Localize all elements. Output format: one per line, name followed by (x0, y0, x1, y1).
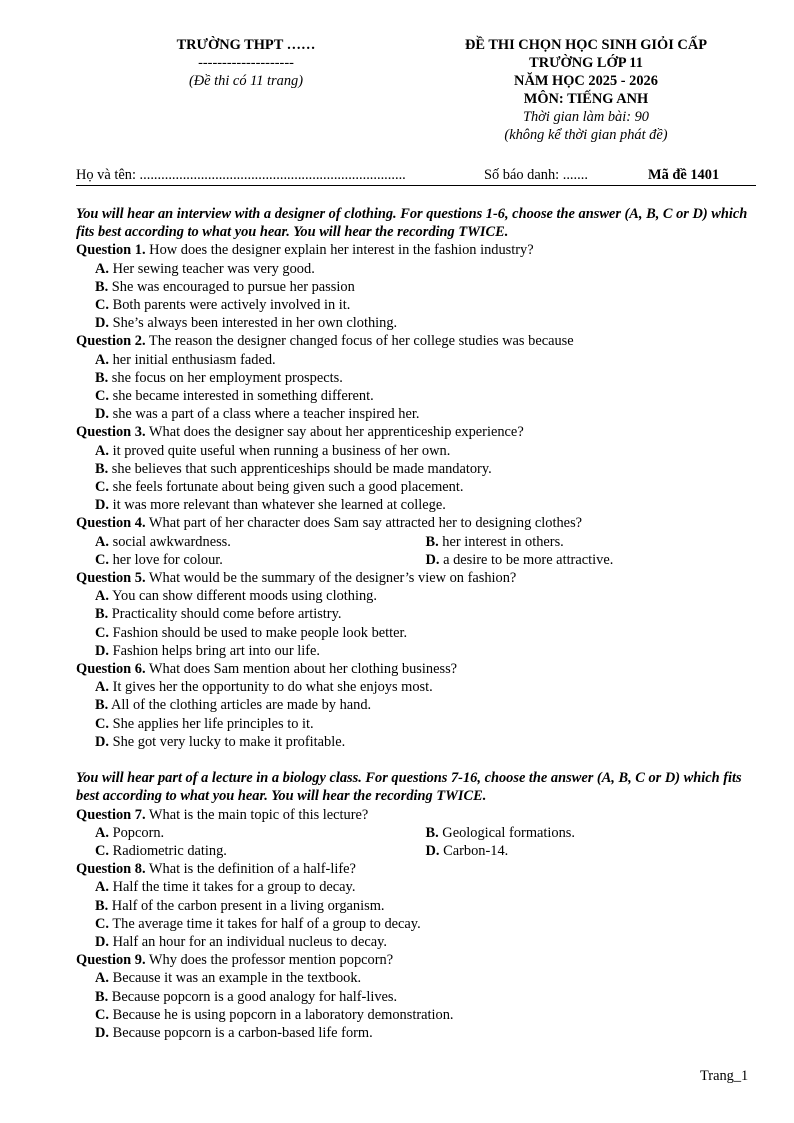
option-letter: B. (425, 533, 439, 550)
option-line (95, 988, 756, 1006)
option-line (95, 1024, 756, 1042)
question-label: Question 7. (76, 806, 146, 823)
option-letter: B. (95, 697, 109, 714)
option-text: Her sewing teacher was very good. (109, 260, 315, 277)
answer-option (95, 643, 320, 659)
question-7 (76, 806, 756, 824)
option-text: Radiometric dating. (109, 842, 227, 859)
option-line (95, 969, 756, 987)
question-6 (76, 660, 756, 678)
option-text: Fashion should be used to make people look better. (109, 624, 408, 641)
option-row (95, 551, 756, 569)
option-line (95, 478, 756, 496)
answer-option (95, 879, 355, 895)
question-text: What is the main topic of this lecture? (145, 806, 369, 823)
option-line (95, 933, 756, 951)
option-text: it proved quite useful when running a business of her own. (109, 442, 451, 459)
question-5 (76, 569, 756, 587)
answer-option (95, 261, 315, 277)
time-limit: Thời gian làm bài: 90 (522, 109, 649, 125)
option-line (95, 314, 756, 332)
answer-option (95, 497, 446, 513)
question-4 (76, 514, 756, 532)
subject: MÔN: TIẾNG ANH (523, 91, 649, 107)
option-letter: A. (95, 970, 109, 987)
option-letter: C. (95, 842, 109, 859)
option-text: You can show different moods using clothing. (109, 588, 377, 605)
question-text: The reason the designer changed focus of her college studies was because (145, 333, 574, 350)
option-text: She applies her life principles to it. (109, 715, 314, 732)
question-2 (76, 332, 756, 350)
option-text: she was a part of a class where a teacher inspired her. (109, 406, 420, 423)
option-text: She got very lucky to make it profitable. (109, 733, 346, 750)
exam-title-line-2: TRƯỜNG LỚP 11 (529, 55, 643, 71)
option-letter: B. (95, 460, 109, 477)
option-line (95, 587, 756, 605)
answer-option (95, 388, 374, 404)
section-2-questions (76, 806, 756, 1043)
option-text: Because it was an example in the textbook. (109, 970, 362, 987)
answer-option (95, 315, 397, 331)
section-1-instruction: You will hear an interview with a designer of clothing. For questions 1-6, choose the answer (A, B, C or D) which fits best according to what you hear. You will hear the recording TWICE. (76, 206, 748, 241)
answer-option (95, 352, 276, 368)
section-gap (76, 751, 756, 769)
question-8 (76, 860, 756, 878)
option-text: her initial enthusiasm faded. (109, 351, 276, 368)
answer-option (95, 370, 343, 386)
question-text: Why does the professor mention popcorn? (145, 952, 394, 969)
option-line (95, 915, 756, 933)
option-text: The average time it takes for half of a group to decay. (109, 915, 421, 932)
option-letter: C. (95, 551, 109, 568)
option-line (95, 696, 756, 714)
question-label: Question 4. (76, 515, 146, 532)
option-line (95, 460, 756, 478)
option-text: Half the time it takes for a group to decay. (109, 879, 356, 896)
pages-note: (Đề thi có 11 trang) (188, 73, 304, 89)
option-letter: B. (95, 606, 109, 623)
option-letter: B. (425, 824, 439, 841)
option-text: Geological formations. (438, 824, 575, 841)
answer-option (95, 970, 361, 986)
option-line (95, 678, 756, 696)
exam-header (76, 36, 756, 152)
option-text: Fashion helps bring art into our life. (109, 642, 321, 659)
question-9 (76, 951, 756, 969)
time-note: (không kể thời gian phát đề) (504, 127, 668, 143)
exam-title-line-1: ĐỀ THI CHỌN HỌC SINH GIỎI CẤP (464, 37, 707, 53)
option-letter: C. (95, 297, 109, 314)
answer-option (95, 679, 433, 695)
section-2-instruction: You will hear part of a lecture in a biology class. For questions 7-16, choose the answer (A, B, C or D) which fits best according to what you hear. You will hear the recording TWICE. (76, 770, 742, 805)
option-text: it was more relevant than whatever she learned at college. (109, 497, 446, 514)
question-text: What does the designer say about her apprenticeship experience? (145, 424, 524, 441)
option-line (95, 351, 756, 369)
option-line (95, 624, 756, 642)
question-label: Question 6. (76, 661, 146, 678)
option-text: She’s always been interested in her own clothing. (109, 315, 398, 332)
option-letter: C. (95, 479, 109, 496)
option-text: All of the clothing articles are made by hand. (108, 697, 372, 714)
option-letter: D. (95, 315, 109, 332)
answer-option (95, 824, 426, 842)
option-letter: A. (95, 260, 109, 277)
option-letter: A. (95, 824, 109, 841)
option-line (95, 442, 756, 460)
header-dashes: -------------------- (198, 55, 294, 71)
answer-option (95, 625, 407, 641)
question-label: Question 3. (76, 424, 146, 441)
answer-option (95, 606, 341, 622)
answer-option (95, 934, 387, 950)
option-line (95, 715, 756, 733)
exam-content (76, 205, 756, 1042)
candidate-info-row (76, 166, 756, 184)
answer-option (95, 443, 450, 459)
option-letter: D. (425, 842, 440, 859)
answer-option (426, 533, 757, 551)
option-letter: B. (95, 369, 109, 386)
question-label: Question 5. (76, 570, 146, 587)
question-3 (76, 423, 756, 441)
question-text: What is the definition of a half-life? (145, 861, 356, 878)
option-text: social awkwardness. (109, 533, 231, 550)
answer-option (95, 989, 397, 1005)
option-line (95, 1006, 756, 1024)
answer-option (95, 734, 345, 750)
option-line (95, 296, 756, 314)
page-number: Trang_1 (700, 1068, 749, 1084)
question-label: Question 8. (76, 861, 146, 878)
answer-option (95, 697, 371, 713)
answer-option (95, 898, 385, 914)
answer-option (95, 406, 419, 422)
question-label: Question 1. (76, 242, 146, 259)
option-letter: A. (95, 588, 109, 605)
option-text: Carbon-14. (439, 842, 509, 859)
answer-option (95, 842, 426, 860)
question-text: What does Sam mention about her clothing business? (145, 661, 458, 678)
question-label: Question 2. (76, 333, 146, 350)
option-letter: A. (95, 679, 109, 696)
option-letter: B. (95, 278, 109, 295)
answer-option (95, 916, 421, 932)
answer-option (95, 297, 350, 313)
option-letter: D. (95, 1024, 109, 1041)
answer-option (95, 1025, 373, 1041)
option-row (95, 824, 756, 842)
option-line (95, 405, 756, 423)
option-letter: C. (95, 624, 109, 641)
option-letter: D. (95, 497, 109, 514)
section-1-questions (76, 241, 756, 751)
candidate-name-field: Họ và tên: .......................................................................... (76, 167, 406, 183)
answer-option (95, 551, 426, 569)
option-text: She was encouraged to pursue her passion (108, 278, 355, 295)
option-text: she believes that such apprenticeships should be made mandatory. (108, 460, 492, 477)
question-text: What part of her character does Sam say attracted her to designing clothes? (145, 515, 583, 532)
question-label: Question 9. (76, 952, 146, 969)
option-letter: A. (95, 879, 109, 896)
option-text: Because popcorn is a good analogy for half-lives. (108, 988, 398, 1005)
school-name: TRƯỜNG THPT …… (176, 37, 316, 53)
option-text: Half an hour for an individual nucleus to decay. (109, 933, 387, 950)
option-line (95, 605, 756, 623)
option-letter: A. (95, 351, 109, 368)
option-text: her interest in others. (438, 533, 564, 550)
option-text: It gives her the opportunity to do what she enjoys most. (109, 679, 433, 696)
exam-code: Mã đề 1401 (648, 167, 720, 183)
answer-option (426, 551, 757, 569)
answer-option (95, 479, 463, 495)
option-text: Practicality should come before artistry. (108, 606, 342, 623)
exam-title-block (436, 36, 736, 144)
option-letter: D. (95, 642, 109, 659)
option-letter: A. (95, 533, 109, 550)
option-line (95, 369, 756, 387)
answer-option (95, 533, 426, 551)
option-text: Because he is using popcorn in a laboratory demonstration. (109, 1006, 454, 1023)
option-letter: D. (95, 733, 109, 750)
option-letter: C. (95, 1006, 109, 1023)
option-text: Half of the carbon present in a living organism. (108, 897, 385, 914)
option-text: she focus on her employment prospects. (108, 369, 343, 386)
option-line (95, 733, 756, 751)
option-text: a desire to be more attractive. (439, 551, 614, 568)
option-letter: D. (95, 406, 109, 423)
option-letter: A. (95, 442, 109, 459)
option-text: she became interested in something different. (109, 388, 374, 405)
option-line (95, 387, 756, 405)
option-line (95, 878, 756, 896)
option-letter: D. (95, 933, 109, 950)
option-text: Popcorn. (109, 824, 165, 841)
option-line (95, 496, 756, 514)
option-letter: B. (95, 988, 109, 1005)
option-letter: B. (95, 897, 109, 914)
option-letter: C. (95, 388, 109, 405)
answer-option (95, 716, 314, 732)
option-text: Both parents were actively involved in it. (109, 297, 351, 314)
option-text: Because popcorn is a carbon-based life form. (109, 1024, 373, 1041)
option-letter: C. (95, 915, 109, 932)
option-text: her love for colour. (109, 551, 223, 568)
option-line (95, 897, 756, 915)
option-text: she feels fortunate about being given such a good placement. (109, 479, 464, 496)
option-line (95, 642, 756, 660)
question-text: What would be the summary of the designer’s view on fashion? (145, 570, 517, 587)
option-letter: C. (95, 715, 109, 732)
answer-option (95, 588, 377, 604)
option-line (95, 278, 756, 296)
school-year: NĂM HỌC 2025 - 2026 (514, 73, 658, 89)
candidate-id-field: Số báo danh: ....... (484, 167, 588, 183)
answer-option (426, 842, 757, 860)
school-block (146, 36, 346, 90)
answer-option (95, 461, 492, 477)
answer-option (95, 1007, 454, 1023)
option-row (95, 533, 756, 551)
question-text: How does the designer explain her interest in the fashion industry? (145, 242, 534, 259)
option-line (95, 260, 756, 278)
option-letter: D. (425, 551, 440, 568)
header-divider (76, 185, 756, 186)
answer-option (426, 824, 757, 842)
answer-option (95, 279, 355, 295)
question-1 (76, 241, 756, 259)
option-row (95, 842, 756, 860)
